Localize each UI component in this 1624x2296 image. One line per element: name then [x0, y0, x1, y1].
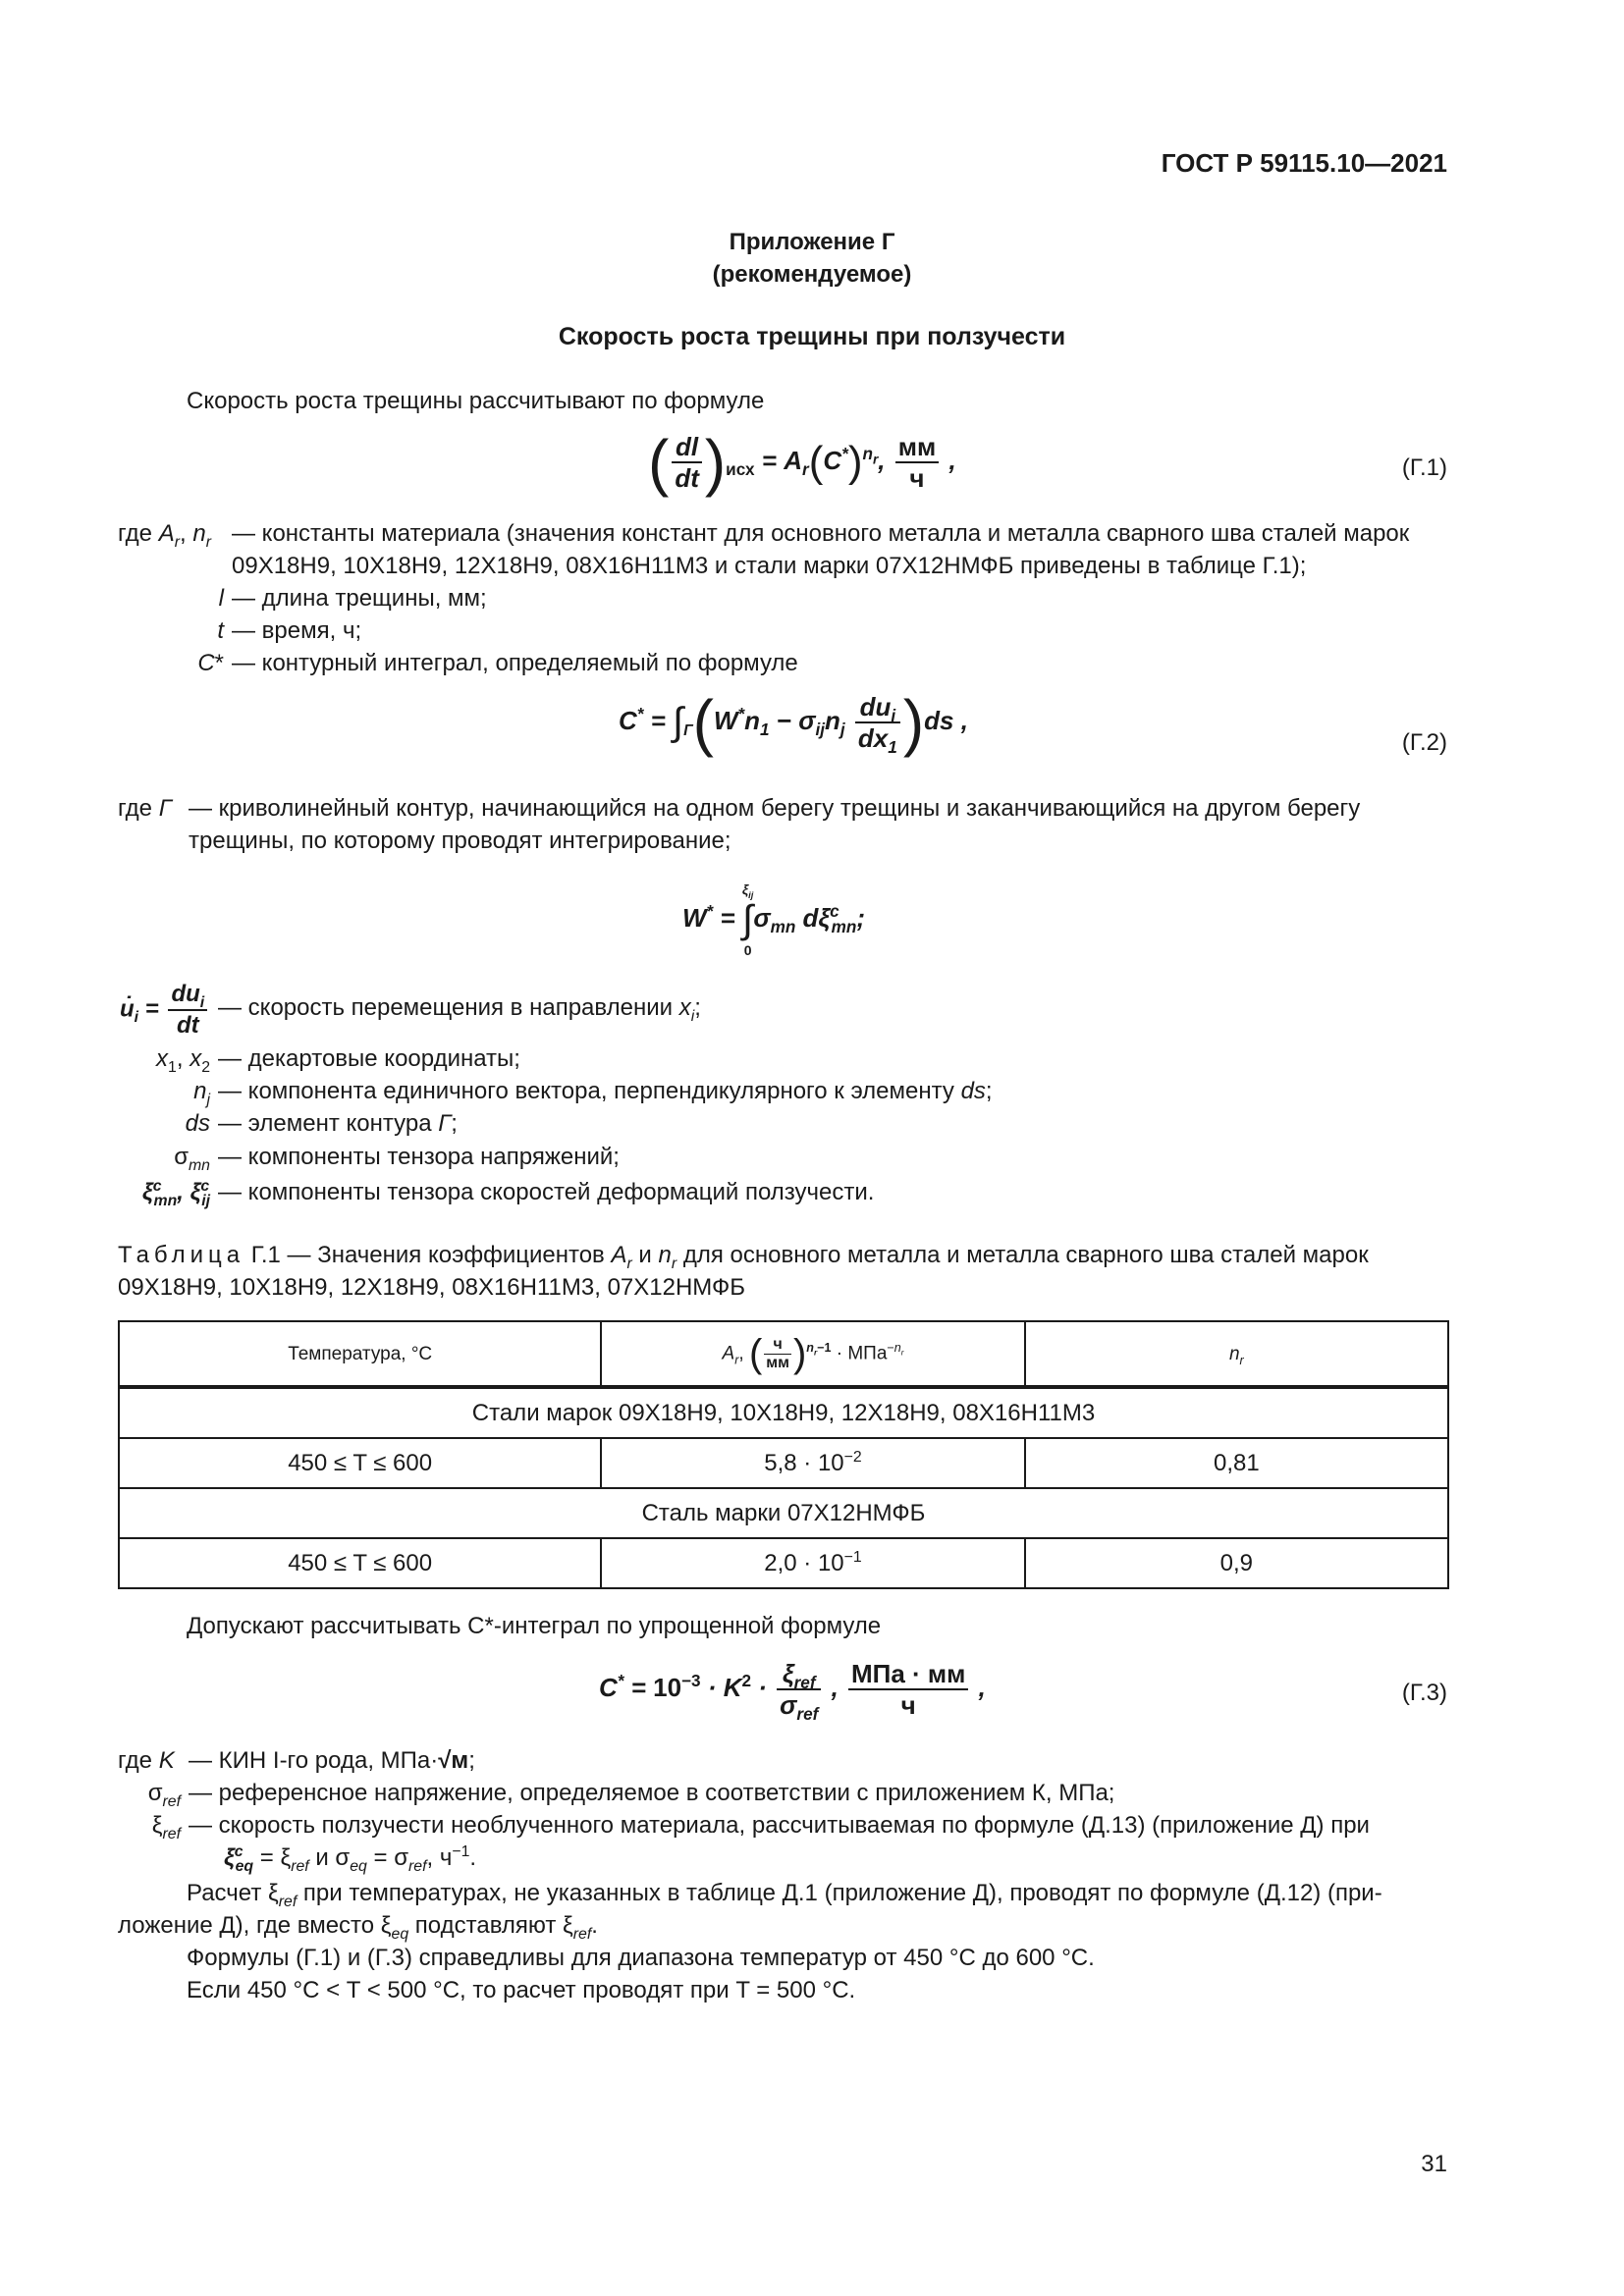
para-calc: Расчет $\xi_{ref}$ при температурах, не указанных в таблице Д.1 (приложение Д), проводят по формуле (Д.12) (при-: [187, 1880, 1382, 1910]
coefficients-table: [118, 1320, 1449, 1589]
cell-temp: 450 ≤ T ≤ 600: [119, 1438, 601, 1488]
para-calc-cont: ложение Д), где вместо $\xi_{eq}$ подставляют $\xi_{ref}$.: [118, 1912, 598, 1943]
simplified-intro: Допускают рассчитывать C*-интеграл по упрощенной формуле: [187, 1613, 882, 1639]
cell-nr: 0,9: [1025, 1538, 1448, 1588]
group-label-2: Сталь марки 07Х12НМФБ: [119, 1488, 1448, 1538]
def-t-term: t: [217, 617, 224, 644]
cell-Ar: $5,8 \cdot 10^{-2}$: [601, 1438, 1024, 1488]
def-Ar-nr: где $A_r$, $n_r$: [118, 520, 211, 551]
def-nj-term: $n_j$: [193, 1078, 210, 1108]
table-row: [119, 1438, 1448, 1488]
def-l-term: l: [218, 585, 224, 612]
formula-w: W* = $\xi_{ij}$ ∫ 0 $\sigma_{mn}$ $d\xi^c_{mn}$;: [682, 881, 866, 958]
cell-nr: 0,81: [1025, 1438, 1448, 1488]
def-xi-ref-term: $\xi_{ref}$: [151, 1812, 181, 1842]
cell-Ar: $2,0 \cdot 10^{-1}$: [601, 1538, 1024, 1588]
def-gamma: где Г: [118, 795, 172, 822]
eq-number-g2: (Г.2): [1401, 729, 1447, 756]
def-nj-text: — компонента единичного вектора, перпендикулярного к элементу ds;: [218, 1078, 993, 1104]
def-sigma-ref-text: — референсное напряжение, определяемое в соответствии с приложением К, МПа;: [189, 1780, 1115, 1806]
appendix-status: (рекомендуемое): [712, 261, 912, 288]
table-caption: Таблица Г.1 — Значения коэффициентов $A_r$ и $n_r$ для основного металла и металла сварного шва сталей марок 09Х18Н9, 10Х18Н9, 12Х18Н9, 08Х16Н11М3, 07Х12НМФБ: [118, 1242, 1369, 1301]
def-c-text: — контурный интеграл, определяемый по формуле: [232, 650, 798, 676]
header-temperature: Температура, °С: [119, 1321, 601, 1387]
table-header-row: [119, 1321, 1448, 1387]
def-ds-term: ds: [185, 1110, 210, 1137]
def-K-term: где K: [118, 1747, 175, 1774]
def-xi-ref-text: — скорость ползучести необлученного материала, рассчитываемая по формуле (Д.13) (приложение Д) при $\xi^c_{eq} = \xi_{ref}$ и $\sigma_{eq} = \sigma_{ref}$, $ч^{-1}$.: [189, 1812, 1370, 1875]
def-xi-text: — компоненты тензора скоростей деформаций ползучести.: [218, 1179, 875, 1205]
def-K-text: — КИН I-го рода, МПа·√м;: [189, 1747, 475, 1774]
appendix-title: Приложение Г: [729, 229, 895, 255]
def-sigma-text: — компоненты тензора напряжений;: [218, 1144, 620, 1170]
eq-number-g3: (Г.3): [1401, 1680, 1447, 1706]
para-condition: Если 450 °С < T < 500 °С, то расчет проводят при T = 500 °С.: [187, 1977, 856, 2003]
page-number: 31: [1421, 2151, 1447, 2177]
def-ds-text: — элемент контура Г;: [218, 1110, 458, 1137]
def-udot-term: $u̇_i$ = $\frac{du_i}{dt}$: [120, 980, 210, 1041]
def-sigma-term: $\sigma_{mn}$: [174, 1144, 210, 1174]
appendix-heading: Скорость роста трещины при ползучести: [558, 323, 1066, 350]
def-Ar-nr-text: — константы материала (значения констант для основного металла и металла сварного шва сталей марок 09Х18Н9, 10Х18Н9, 12Х18Н9, 08Х16Н11М3 и стали марки 07Х12НМФБ приведены в таблице Г.1);: [232, 520, 1410, 579]
def-udot-text: — скорость перемещения в направлении $x_i$;: [218, 994, 701, 1025]
formula-g1: ( $\frac{dl}{dt}$ )$_{исх} = A_r(C^*)^{n_r}$, $\frac{мм}{ч}$ ,: [648, 427, 956, 498]
cell-temp: 450 ≤ T ≤ 600: [119, 1538, 601, 1588]
group-label-1: Стали марок 09Х18Н9, 10Х18Н9, 12Х18Н9, 08Х16Н11М3: [119, 1387, 1448, 1438]
def-x-text: — декартовые координаты;: [218, 1045, 520, 1072]
table-group-row: [119, 1387, 1448, 1438]
formula-g2: $C^* = \int_\Gamma(W^*n_1 - \sigma_{ij}n_j$ $\frac{du_i}{dx_1}$ )ds ,: [619, 687, 968, 758]
table-row: [119, 1538, 1448, 1588]
header-Ar: $A_r$, ( $\frac{ч}{мм}$ )$^{n_r-1}$ · МПа$^{-n_r}$: [601, 1321, 1024, 1387]
def-l-text: — длина трещины, мм;: [232, 585, 487, 612]
def-t-text: — время, ч;: [232, 617, 362, 644]
eq-number-g1: (Г.1): [1401, 454, 1447, 481]
table-group-row: [119, 1488, 1448, 1538]
def-gamma-text: — криволинейный контур, начинающийся на одном берегу трещины и заканчивающийся на другом берегу трещины, по которому проводят интегрирование;: [189, 795, 1361, 854]
formula-g3: $C^* = 10^{-3} \cdot K^2$ · $\frac{\xi_{ref}}{\sigma_{ref}}$ , $\frac{\text{МПа · мм}}{ч}$ ,: [599, 1659, 986, 1725]
def-xi-term: $\xi^c_{mn}$, $\xi^c_{ij}$: [141, 1178, 210, 1209]
intro-text: Скорость роста трещины рассчитывают по формуле: [187, 388, 765, 414]
def-sigma-ref-term: $\sigma_{ref}$: [147, 1780, 181, 1810]
def-c-term: C*: [197, 650, 224, 676]
para-range: Формулы (Г.1) и (Г.3) справедливы для диапазона температур от 450 °С до 600 °С.: [187, 1945, 1095, 1971]
def-x-term: $x_1$, $x_2$: [156, 1045, 210, 1076]
header-nr: $n_r$: [1025, 1321, 1448, 1387]
doc-number: ГОСТ Р 59115.10—2021: [1161, 148, 1447, 178]
